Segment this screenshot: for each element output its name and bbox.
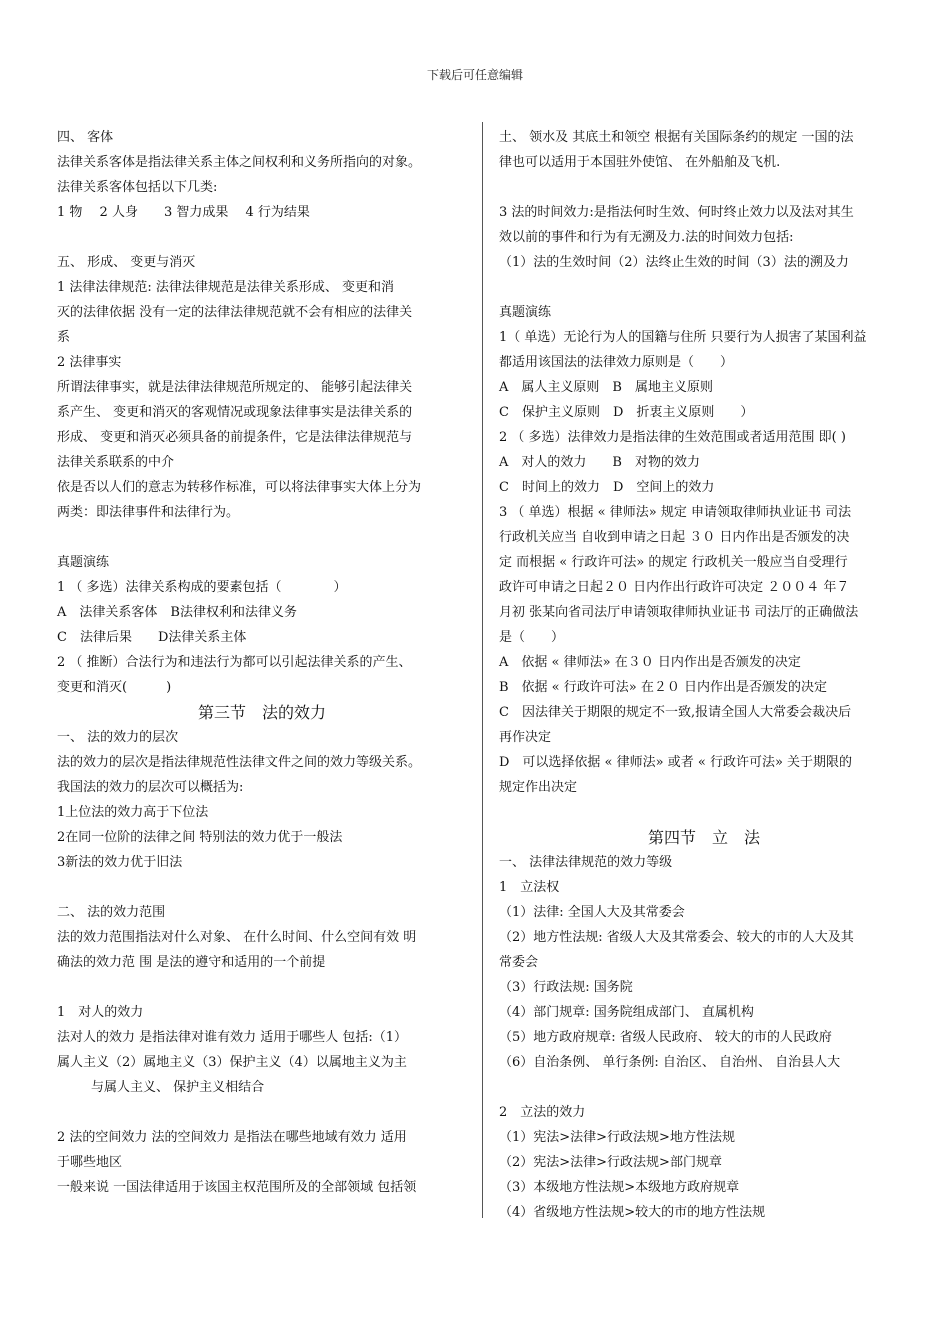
text-line: 属人主义（2）属地主义（3）保护主义（4）以属地主义为主 <box>57 1055 407 1070</box>
text-line: 于哪些地区 <box>57 1155 123 1170</box>
answer-option: C 时间上的效力 D 空间上的效力 <box>499 480 715 495</box>
text-line: 2 法律事实 <box>57 355 122 370</box>
question: 3 （ 单选）根据 « 律师法» 规定 申请领取律师执业证书 司法 <box>499 505 852 520</box>
text-line: （4）省级地方性法规>较大的市的地方性法规 <box>499 1205 766 1220</box>
text-line: 1 法律法律规范: 法律法律规范是法律关系形成、 变更和消 <box>57 280 395 295</box>
column-divider <box>482 122 483 1218</box>
answer-option: 规定作出决定 <box>499 780 578 795</box>
answer-option: A 属人主义原则 B 属地主义原则 <box>499 380 713 395</box>
text-line: 法对人的效力 是指法律对谁有效力 适用于哪些人 包括:（1） <box>57 1030 408 1045</box>
question: 月初 张某向省司法厅申请领取律师执业证书 司法厅的正确做法 <box>499 605 859 620</box>
spacer <box>499 275 909 300</box>
question: 定 而根据 « 行政许可法» 的规定 行政机关一般应当自受理行 <box>499 555 848 570</box>
spacer <box>57 975 467 1000</box>
text-line: 系产生、 变更和消灭的客观情况或现象法律事实是法律关系的 <box>57 405 413 420</box>
right-column <box>499 125 909 1225</box>
spacer <box>499 800 909 825</box>
answer-option: A 依据 « 律师法» 在３０ 日内作出是否颁发的决定 <box>499 655 801 670</box>
question: 行政机关应当 自收到申请之日起 ３０ 日内作出是否颁发的决 <box>499 530 850 545</box>
text-line: 法律关系联系的中介 <box>57 455 175 470</box>
question: 政许可申请之日起２０ 日内作出行政许可决定 ２００４ 年７ <box>499 580 850 595</box>
text-line: 土、 领水及 其底土和领空 根据有关国际条约的规定 一国的法 <box>499 130 854 145</box>
heading: 2 立法的效力 <box>499 1105 586 1120</box>
answer-option: C 法律后果 D法律关系主体 <box>57 630 247 645</box>
section-title: 第三节 法的效力 <box>197 703 326 722</box>
question: 2 （ 多选）法律效力是指法律的生效范围或者适用范围 即( ) <box>499 430 846 445</box>
text-line: 一般来说 一国法律适用于该国主权范围所及的全部领域 包括领 <box>57 1180 417 1195</box>
question: 是（ ） <box>499 630 565 645</box>
heading: 真题演练 <box>499 305 552 320</box>
text-line: 法的效力范围指法对什么对象、 在什么时间、什么空间有效 明 <box>57 930 417 945</box>
question: 1（ 单选）无论行为人的国籍与住所 只要行为人损害了某国利益 <box>499 330 867 345</box>
text-line: （1）法的生效时间（2）法终止生效的时间（3）法的溯及力 <box>499 255 849 270</box>
question: 变更和消灭( ) <box>57 680 172 695</box>
text-line: 2在同一位阶的法律之间 特别法的效力优于一般法 <box>57 830 343 845</box>
page-header: 下载后可任意编辑 <box>426 68 523 82</box>
spacer <box>57 1100 467 1125</box>
answer-option: D 可以选择依据 « 律师法» 或者 « 行政许可法» 关于期限的 <box>499 755 853 770</box>
text-line: 与属人主义、 保护主义相结合 <box>91 1080 265 1095</box>
text-line: 3 法的时间效力:是指法何时生效、何时终止效力以及法对其生 <box>499 205 854 220</box>
spacer <box>57 225 467 250</box>
text-line: 两类：即法律事件和法律行为。 <box>57 505 240 520</box>
text-line: （2）宪法>法律>行政法规>部门规章 <box>499 1155 722 1170</box>
spacer <box>57 525 467 550</box>
text-line: 3新法的效力优于旧法 <box>57 855 183 870</box>
text-line: （6）自治条例、 单行条例: 自治区、 自治州、 自治县人大 <box>499 1055 841 1070</box>
text-line: （2）地方性法规: 省级人大及其常委会、较大的市的人大及其 <box>499 930 854 945</box>
text-line: （3）行政法规: 国务院 <box>499 980 633 995</box>
heading: 二、 法的效力范围 <box>57 905 166 920</box>
text-line: 我国法的效力的层次可以概括为: <box>57 780 244 795</box>
text-line: 灭的法律依据 没有一定的法律法律规范就不会有相应的法律关 <box>57 305 413 320</box>
answer-option: A 法律关系客体 B法律权利和法律义务 <box>57 605 297 620</box>
spacer <box>499 1075 909 1100</box>
answer-option: C 因法律关于期限的规定不一致,报请全国人大常委会裁决后 <box>499 705 852 720</box>
text-line: 效以前的事件和行为有无溯及力.法的时间效力包括: <box>499 230 794 245</box>
heading: 四、 客体 <box>57 130 114 145</box>
text-line: 法律关系客体是指法律关系主体之间权利和义务所指向的对象。 <box>57 155 422 170</box>
text-line: （1）宪法>法律>行政法规>地方性法规 <box>499 1130 735 1145</box>
heading: 一、 法的效力的层次 <box>57 730 179 745</box>
text-line: 2 法的空间效力 法的空间效力 是指法在哪些地域有效力 适用 <box>57 1130 407 1145</box>
text-line: 形成、 变更和消灭必须具备的前提条件，它是法律法律规范与 <box>57 430 413 445</box>
answer-option: A 对人的效力 B 对物的效力 <box>499 455 700 470</box>
heading: 一、 法律法律规范的效力等级 <box>499 855 673 870</box>
text-line: （5）地方政府规章: 省级人民政府、 较大的市的人民政府 <box>499 1030 832 1045</box>
heading: 1 对人的效力 <box>57 1005 144 1020</box>
heading: 1 立法权 <box>499 880 560 895</box>
spacer <box>57 875 467 900</box>
answer-option: 再作决定 <box>499 730 552 745</box>
text-line: 所谓法律事实，就是法律法律规范所规定的、 能够引起法律关 <box>57 380 413 395</box>
question: 都适用该国法的法律效力原则是（ ） <box>499 355 734 370</box>
question: 2 （ 推断）合法行为和违法行为都可以引起法律关系的产生、 <box>57 655 412 670</box>
text-line: （3）本级地方性法规>本级地方政府规章 <box>499 1180 740 1195</box>
left-column <box>57 125 467 1200</box>
text-line: 法律关系客体包括以下几类: <box>57 180 218 195</box>
text-line: 确法的效力范 围 是法的遵守和适用的一个前提 <box>57 955 326 970</box>
spacer <box>499 175 909 200</box>
heading: 真题演练 <box>57 555 110 570</box>
text-line: 常委会 <box>499 955 539 970</box>
text-line: （4）部门规章: 国务院组成部门、 直属机构 <box>499 1005 754 1020</box>
heading: 五、 形成、 变更与消灭 <box>57 255 196 270</box>
text-line: 依是否以人们的意志为转移作标准，可以将法律事实大体上分为 <box>57 480 422 495</box>
text-line: （1）法律: 全国人大及其常委会 <box>499 905 685 920</box>
answer-option: B 依据 « 行政许可法» 在２０ 日内作出是否颁发的决定 <box>499 680 827 695</box>
text-line: 1 物 2 人身 3 智力成果 4 行为结果 <box>57 205 310 220</box>
text-line: 系 <box>57 330 71 345</box>
text-line: 法的效力的层次是指法律规范性法律文件之间的效力等级关系。 <box>57 755 422 770</box>
text-line: 1上位法的效力高于下位法 <box>57 805 209 820</box>
answer-option: C 保护主义原则 D 折衷主义原则 ） <box>499 405 754 420</box>
section-title: 第四节 立 法 <box>647 828 760 847</box>
text-line: 律也可以适用于本国驻外使馆、 在外船舶及飞机. <box>499 155 781 170</box>
question: 1 （ 多选）法律关系构成的要素包括（ ） <box>57 580 347 595</box>
